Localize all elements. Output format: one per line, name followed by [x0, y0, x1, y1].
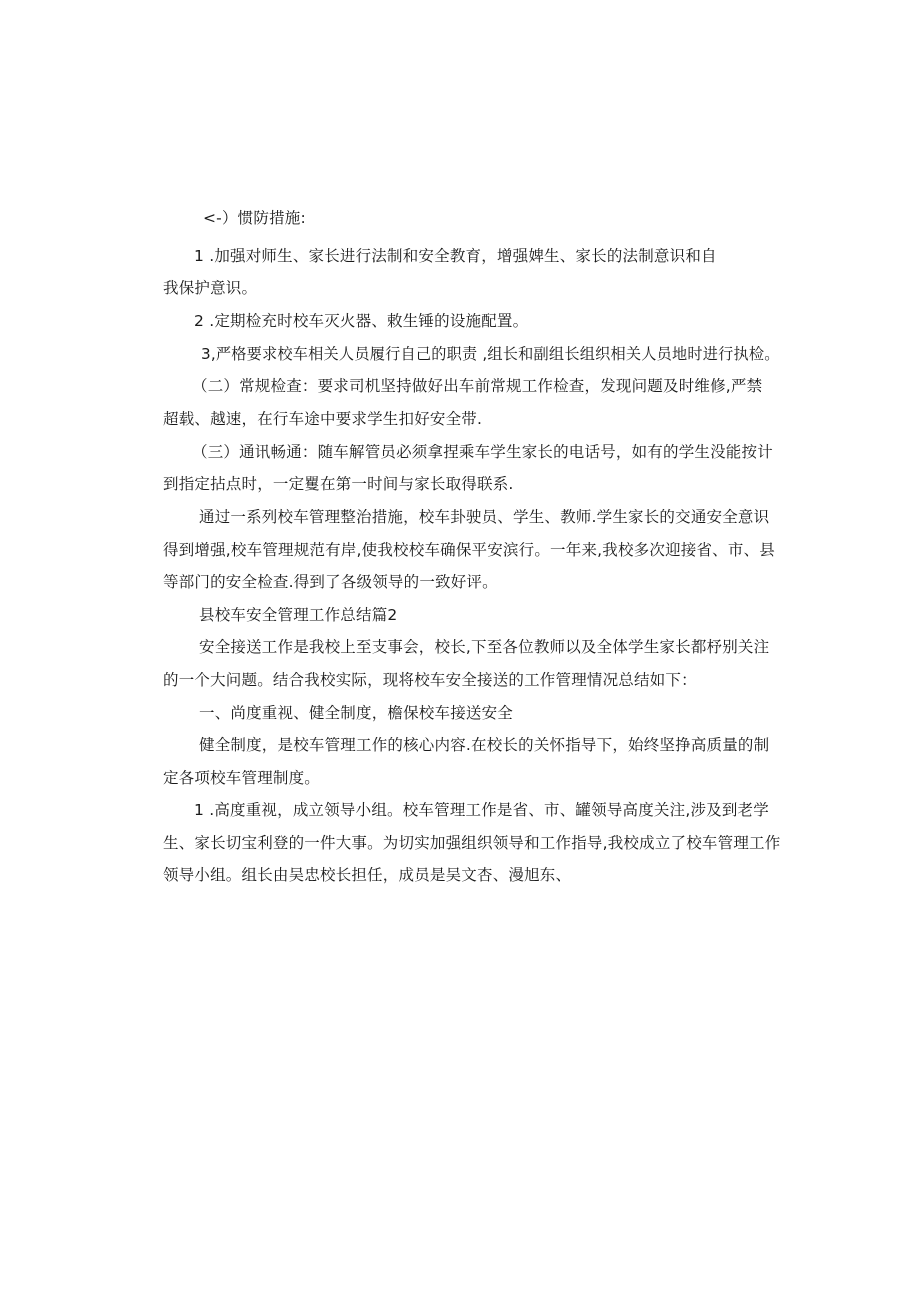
system-line-1: 健全制度，是校车管理工作的核心内容.在校长的关怀指导下，始终坚挣高质量的制 [199, 736, 770, 754]
leadership-line-1: 1 .高度重视，成立领导小组。校车管理工作是省、市、罐领导高度关注,涉及到老学 [194, 801, 769, 819]
part-one-heading: 一、尚度重视、健全制度，檐保校车接送安全 [199, 704, 514, 722]
intro-line-2: 的一个大问题。结合我校实际，现将校车安全接送的工作管理情况总结如下： [163, 671, 697, 689]
system-line-2: 定各项校车管理制度。 [163, 769, 321, 787]
communication-line-2: 到指定拈点时，一定矍在第一时间与家长取得联系. [163, 475, 514, 493]
heading-prevention-measures: <-）惯防措施: [203, 209, 306, 227]
summary-line-1: 通过一系列校车管理整治措施，校车卦驶员、学生、教师.学生家长的交通安全意识 [199, 508, 770, 526]
item-1-line-1: 1 .加强对师生、家长进行法制和安全教育，增强婢生、家长的法制意识和自 [194, 247, 717, 265]
leadership-line-2: 生、家长切宝利登的一件大事。为切实加强组织领导和工作指导,我校成立了校车管理工作 [163, 834, 781, 852]
intro-line-1: 安全接送工作是我校上至支事会，校长,下至各位教师以及全体学生家长都杼别关注 [199, 638, 770, 656]
item-1-line-2: 我保护意识。 [163, 279, 258, 297]
summary-line-3: 等部门的安全检查.得到了各级领导的一致好评。 [163, 573, 498, 591]
summary-line-2: 得到增强,校车管理规范有岸,使我校校车确保平安滨行。一年来,我校多次迎接省、市、县 [163, 541, 775, 559]
item-3: 3,严格要求校车相关人员履行自己的职责 ,组长和副组长组织相关人员地时进行执检。 [201, 345, 780, 363]
routine-check-line-2: 超载、越速，在行车途中要求学生扣好安全带. [163, 410, 483, 428]
communication-line-1: （三）通讯畅通：随车解管员必须拿捏乘车学生家长的电话号，如有的学生没能按计 [192, 443, 773, 461]
leadership-line-3: 领导小组。组长由吴忠校长担任，成员是吴文杏、漫旭东、 [163, 866, 572, 884]
section-title: 县校车安全管理工作总结篇2 [199, 606, 398, 624]
item-2: 2 .定期检充时校车灭火器、敕生锤的设施配置。 [194, 312, 529, 330]
routine-check-line-1: （二）常规检查：要求司机坚持做好出车前常规工作检查，发现问题及时维修,严禁 [192, 377, 763, 395]
